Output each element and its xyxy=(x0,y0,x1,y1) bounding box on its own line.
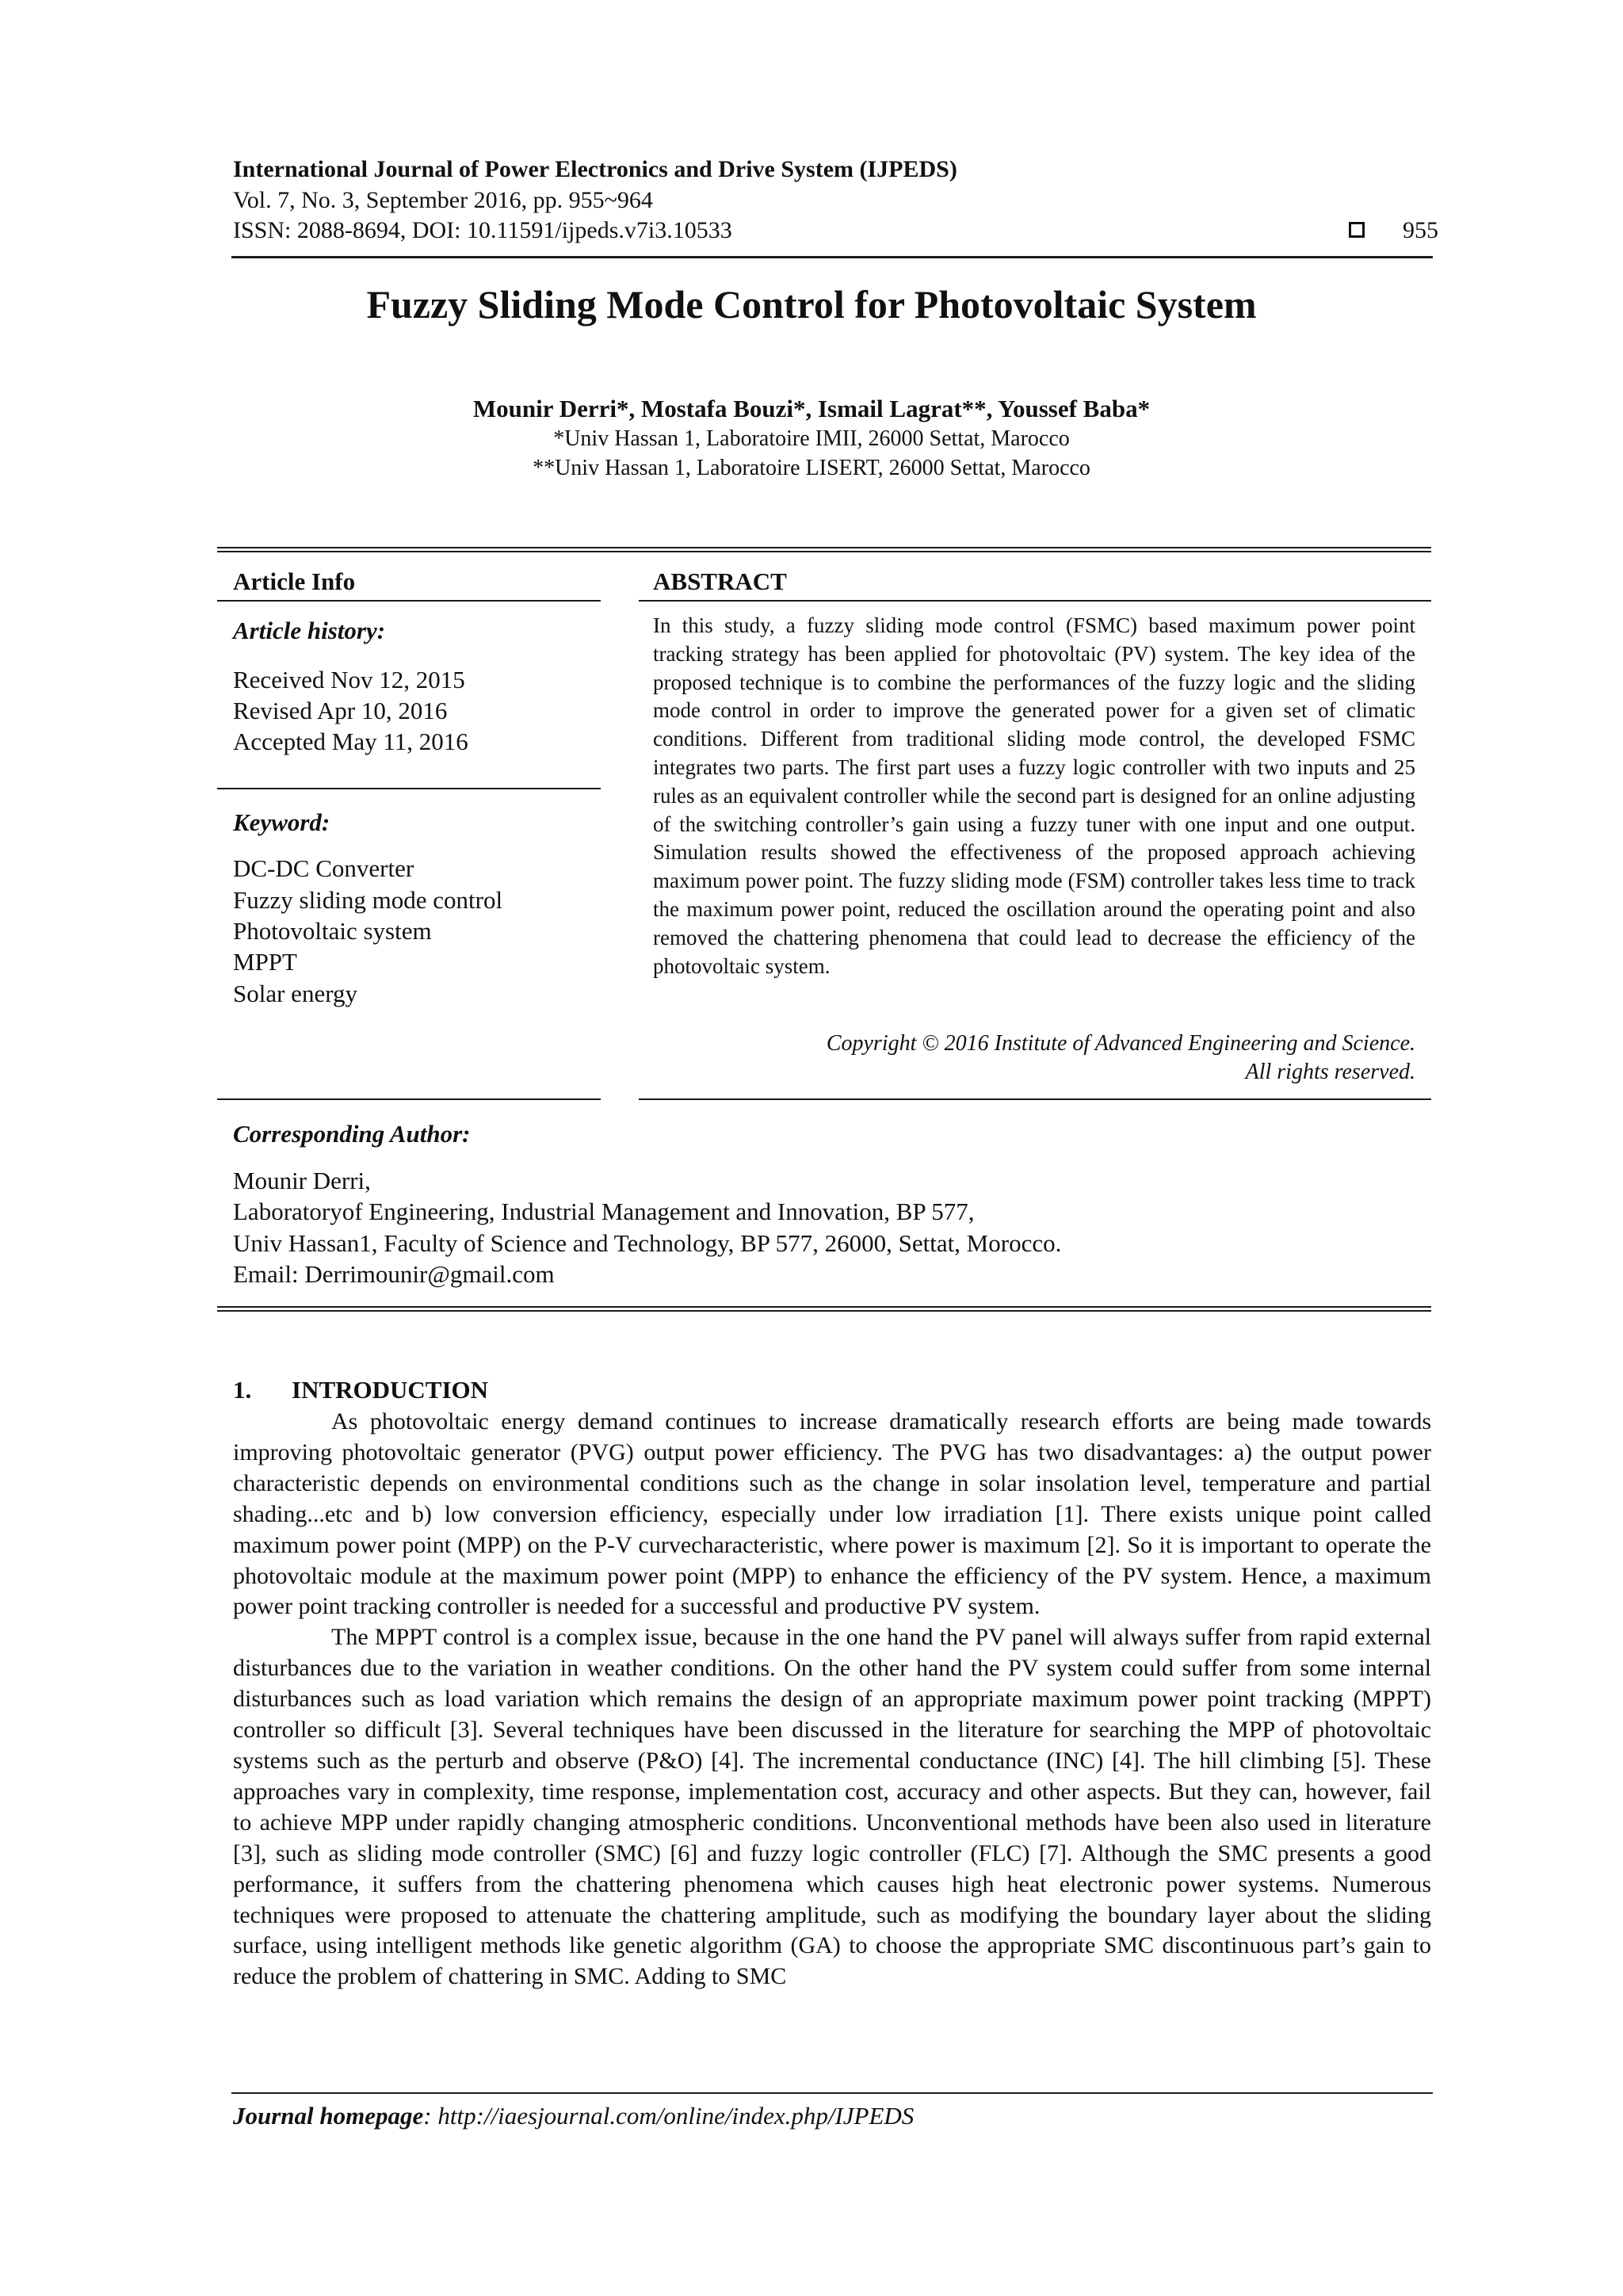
paper-title: Fuzzy Sliding Mode Control for Photovoltaic System xyxy=(366,282,1257,327)
journal-name: International Journal of Power Electronics and Drive System (IJPEDS) xyxy=(233,156,957,182)
corresponding-name: Mounir Derri, xyxy=(233,1167,371,1194)
journal-homepage xyxy=(233,2102,914,2130)
introduction-paragraph: The MPPT control is a complex issue, because in the one hand the PV panel will always suffer from rapid external disturbances due to the variation in weather conditions. On the other hand the PV system could suffer from some internal disturbances such as load variation which remains the design of an appropriate maximum power point tracking (MPPT) controller so difficult [3]. Several techniques have been discussed in the literature for searching the MPP of photovoltaic systems such as the perturb and observe (P&O) [4]. The incremental conductance (INC) [4]. The hill climbing [5]. These approaches vary in complexity, time response, implementation cost, accuracy and other aspects. But they can, however, fail to achieve MPP under rapidly changing atmospheric conditions. Unconventional methods have been also used in literature [3], such as sliding mode controller (SMC) [6] and fuzzy logic controller (FLC) [7]. Although the SMC presents a good performance, it suffers from the chattering phenomena which causes high heat electronic power systems. Numerous techniques were proposed to attenuate the chattering amplitude, such as modifying the boundary layer about the sliding surface, using intelligent methods like genetic algorithm (GA) to choose the appropriate SMC discontinuous part’s gain to reduce the problem of chattering in SMC. Adding to SMC xyxy=(233,1624,1431,1990)
abstract-heading: ABSTRACT xyxy=(653,567,787,595)
article-info-bottom-rule xyxy=(217,1098,601,1100)
copyright-line-2: All rights reserved. xyxy=(1245,1060,1415,1084)
introduction-paragraph: As photovoltaic energy demand continues to increase dramatically research efforts are being made towards improving photovoltaic generator (PVG) output power efficiency. The PVG has two disadvantages: a) the output power characteristic depends on environmental conditions such as the change in solar insolation level, temperature and partial shading...etc and b) low conversion efficiency, especially under low irradiation [1]. There exists unique point called maximum power point (MPP) on the P-V curvecharacteristic, where power is maximum [2]. So it is important to operate the photovoltaic module at the maximum power point (MPP) to enhance the efficiency of the PV system. Hence, a maximum power point tracking controller is needed for a successful and productive PV system. xyxy=(233,1408,1431,1620)
affiliation-2: **Univ Hassan 1, Laboratoire LISERT, 26000 Settat, Marocco xyxy=(533,456,1090,480)
section-title: INTRODUCTION xyxy=(292,1376,489,1404)
journal-homepage-url[interactable]: : http://iaesjournal.com/online/index.php/IJPEDS xyxy=(423,2102,915,2130)
section-rule-top-1 xyxy=(217,547,1431,548)
corresponding-address-1: Laboratoryof Engineering, Industrial Management and Innovation, BP 577, xyxy=(233,1198,975,1225)
corresponding-email: Email: Derrimounir@gmail.com xyxy=(233,1260,555,1288)
abstract-bottom-rule xyxy=(639,1098,1431,1100)
journal-issn-doi: ISSN: 2088-8694, DOI: 10.11591/ijpeds.v7i3.10533 xyxy=(233,217,732,243)
abstract-text: In this study, a fuzzy sliding mode control (FSMC) based maximum power point tracking strategy has been applied for photovoltaic (PV) system. The key idea of the proposed technique is to combine the performances of the fuzzy logic and the sliding mode control in order to improve the generated power for a given set of climatic conditions. Different from traditional sliding mode control, the developed FSMC integrates two parts. The first part uses a fuzzy logic controller with two inputs and 25 rules as an equivalent controller while the second part is designed for an online adjusting of the switching controller’s gain using a fuzzy tuner with one input and one output. Simulation results showed the effectiveness of the proposed approach achieving maximum power point. The fuzzy sliding mode (FSM) controller takes less time to track the maximum power point, reduced the oscillation around the operating point and also removed the chattering phenomena that could lead to decrease the efficiency of the photovoltaic system. xyxy=(653,613,1415,978)
keyword-item: MPPT xyxy=(233,948,297,976)
keyword-rule xyxy=(217,788,601,789)
header-rule xyxy=(231,256,1433,258)
keyword-item: Solar energy xyxy=(233,980,357,1007)
checkbox-square-icon xyxy=(1349,222,1365,238)
article-history-label: Article history: xyxy=(233,617,386,644)
author-list: Mounir Derri*, Mostafa Bouzi*, Ismail Lagrat**, Youssef Baba* xyxy=(472,395,1151,422)
section-rule-top-2 xyxy=(217,551,1431,552)
keyword-item: Photovoltaic system xyxy=(233,917,432,945)
introduction-body xyxy=(233,1407,1431,1992)
keyword-item: Fuzzy sliding mode control xyxy=(233,886,503,914)
affiliation-1: *Univ Hassan 1, Laboratoire IMII, 26000 Settat, Marocco xyxy=(553,426,1070,451)
revised-date: Revised Apr 10, 2016 xyxy=(233,697,448,724)
corresponding-author-label: Corresponding Author: xyxy=(233,1120,471,1148)
abstract-rule xyxy=(639,600,1431,602)
article-info-heading: Article Info xyxy=(233,567,356,595)
keyword-item: DC-DC Converter xyxy=(233,854,414,882)
corresponding-address-2: Univ Hassan1, Faculty of Science and Technology, BP 577, 26000, Settat, Morocco. xyxy=(233,1229,1062,1257)
section-rule-bottom-2 xyxy=(217,1310,1431,1312)
introduction-heading xyxy=(233,1376,488,1404)
page-number: 955 xyxy=(1403,217,1438,243)
accepted-date: Accepted May 11, 2016 xyxy=(233,728,468,755)
copyright-line-1: Copyright © 2016 Institute of Advanced Engineering and Science. xyxy=(826,1031,1415,1056)
journal-homepage-label: Journal homepage xyxy=(233,2102,424,2130)
section-rule-bottom-1 xyxy=(217,1306,1431,1308)
article-info-rule xyxy=(217,600,601,602)
footer-rule xyxy=(231,2092,1433,2094)
section-number: 1. xyxy=(233,1376,252,1404)
keyword-label: Keyword: xyxy=(233,808,330,836)
journal-volume: Vol. 7, No. 3, September 2016, pp. 955~964 xyxy=(233,187,653,213)
received-date: Received Nov 12, 2015 xyxy=(233,666,465,693)
